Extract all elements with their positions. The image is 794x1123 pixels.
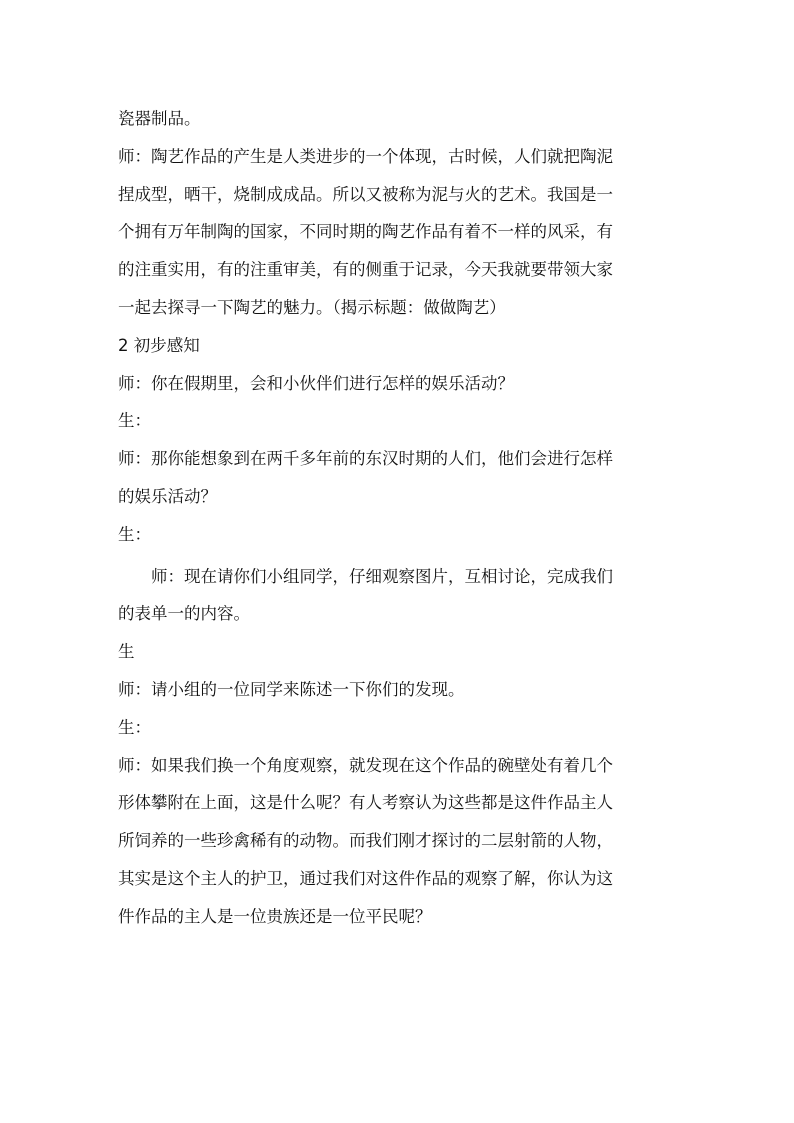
paragraph-line: 件作品的主人是一位贵族还是一位平民呢？ [118,906,432,926]
document-body [118,100,683,936]
paragraph-line: 形体攀附在上面，这是什么呢？有人考察认为这些都是这件作品主人 [118,793,613,813]
paragraph-line: 的表单一的内容。 [118,604,250,624]
paragraph-line: 的注重实用，有的注重审美，有的侧重于记录，今天我就要带领大家 [118,260,613,280]
paragraph-line: 个拥有万年制陶的国家，不同时期的陶艺作品有着不一样的风采，有 [118,222,613,242]
paragraph-line: 瓷器制品。 [118,109,201,128]
paragraph-line: 一起去探寻一下陶艺的魅力。（揭示标题：做做陶艺） [118,297,506,317]
paragraph-line: 师：陶艺作品的产生是人类进步的一个体现，古时候，人们就把陶泥 [118,146,613,166]
section-heading: 2 初步感知 [118,335,200,355]
paragraph-line: 生 [118,642,135,662]
paragraph-line: 生： [118,524,151,544]
paragraph-line: 师：现在请你们小组同学，仔细观察图片，互相讨论，完成我们 [151,566,613,586]
paragraph-line: 的娱乐活动？ [118,486,217,506]
paragraph-line: 师：请小组的一位同学来陈述一下你们的发现。 [118,679,465,699]
paragraph-line: 其实是这个主人的护卫，通过我们对这件作品的观察了解，你认为这 [118,868,613,888]
paragraph-line: 生： [118,411,151,431]
paragraph-line: 捏成型，晒干，烧制成成品。所以又被称为泥与火的艺术。我国是一 [118,184,613,204]
paragraph-line: 师：你在假期里，会和小伙伴们进行怎样的娱乐活动？ [118,373,514,393]
paragraph-line: 所饲养的一些珍禽稀有的动物。而我们刚才探讨的二层射箭的人物， [118,831,613,851]
paragraph-line: 生： [118,717,151,737]
paragraph-line: 师：如果我们换一个角度观察，就发现在这个作品的碗壁处有着几个 [118,755,613,775]
paragraph-line: 师：那你能想象到在两千多年前的东汉时期的人们，他们会进行怎样 [118,449,613,469]
